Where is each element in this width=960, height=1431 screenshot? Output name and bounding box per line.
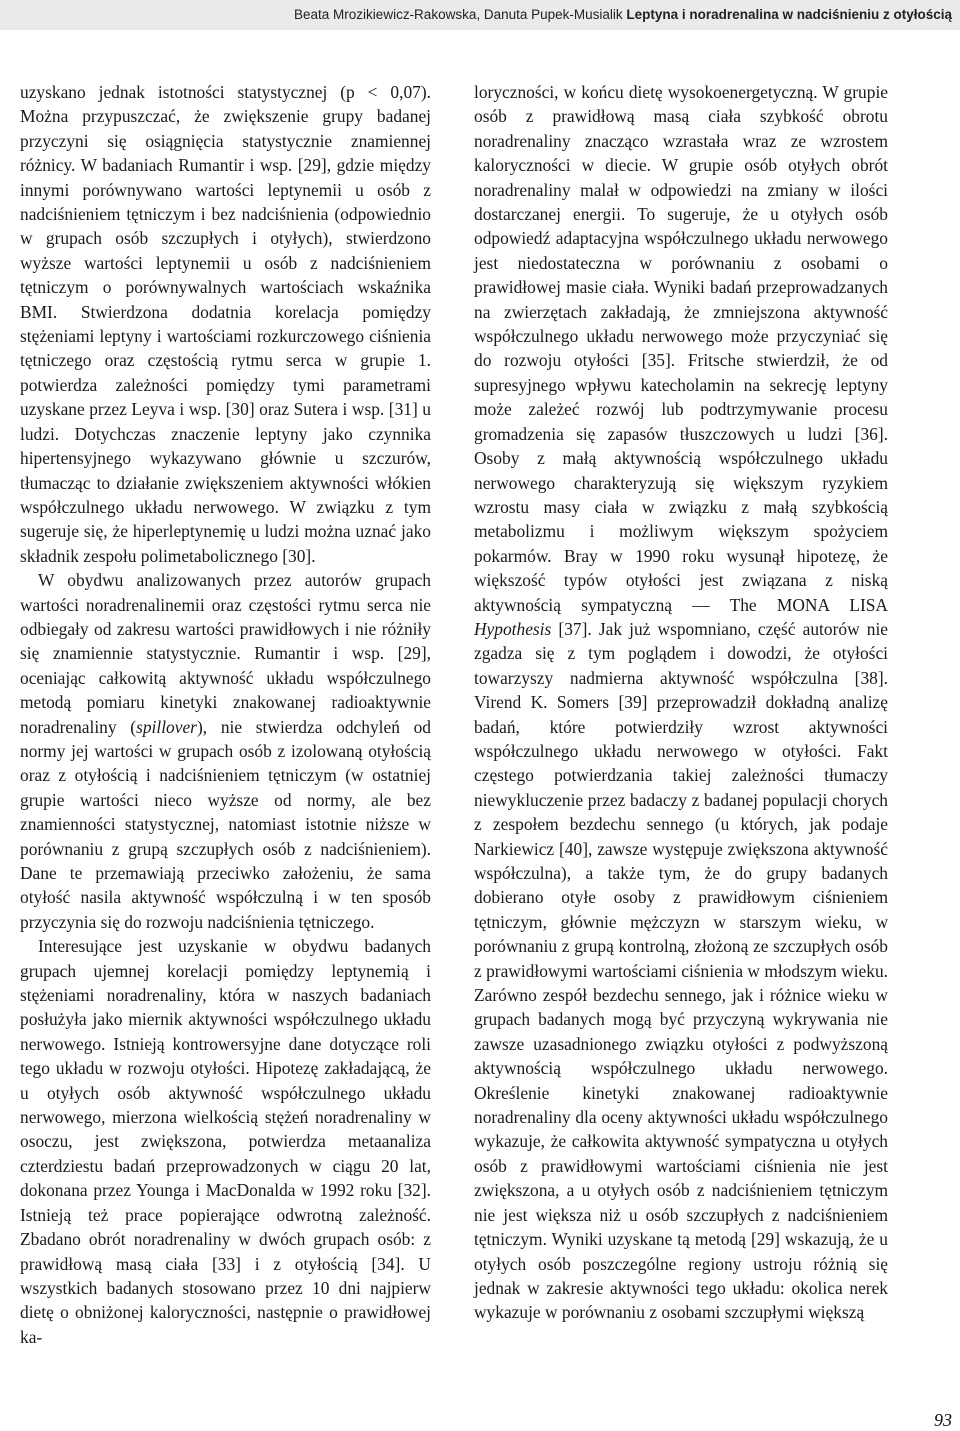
- left-paragraph-2-start: W obydwu analizowanych przez autorów grupach wartości noradrenalinemii oraz częstości rytmu serca nie odbiegały od zakresu wartości prawidłowych i nie różniły się znamiennie statystycznie. Rumantir i wsp. [29], oceniając całkowitą aktywność układu współczulnego metodą pomiaru kinetyki znakowanej radioaktywnie noradrenaliny (: [20, 570, 431, 737]
- left-paragraph-2-end: ), nie stwierdza odchyleń od normy jej wartości w grupach osób z izolowaną otyłością oraz z otyłością i nadciśnieniem tętniczym (w ostatniej grupie wartości nieco wyższe od normy, ale bez znamienności statystycznej, natomiast istotnie niższe w porównaniu z grupą szczupłych osób z nadciśnieniem). Dane te przemawiają przeciwko założeniu, że sama otyłość nasila aktywność współczulną i w ten sposób przyczynia się do rozwoju nadciśnienia tętniczego.: [20, 716, 431, 932]
- right-paragraph-1-start: loryczności, w końcu dietę wysokoenergetyczną. W grupie osób z prawidłową masą ciała szybkość obrotu noradrenaliny znacząco wzrastała wraz ze wzrostem kaloryczności w diecie. W grupie osób otyłych obrót noradrenaliny malał w odpowiedzi na zmiany w ilości dostarczanej energii. To sugeruje, że u otyłych osób odpowiedź adaptacyjna współczulnego układu nerwowego jest niedostateczna w porównaniu z osobami o prawidłowej masie ciała. Wyniki badań przeprowadzanych na zwierzętach zakładają, że zmniejszona aktywność współczulnego układu nerwowego może przyczyniać się do rozwoju otyłości [35]. Fritsche stwierdził, że od supresyjnego wpływu katecholamin na sekrecję leptyny może zależeć rozwój lub podtrzymywanie procesu gromadzenia się zapasów tłuszczowych u ludzi [36]. Osoby z małą aktywnością współczulnego układu nerwowego charakteryzują się większym ryzykiem wzrostu masy ciała w związku z małą szybkością metabolizmu i możliwym większym spożyciem pokarmów. Bray w 1990 roku wysunął hipotezę, że większość typów otyłości jest związana z niską aktywnością sympatyczną — The MONA LISA: [474, 82, 888, 615]
- running-head: [0, 0, 960, 30]
- left-column: [20, 80, 431, 1349]
- right-paragraph-1: [474, 80, 888, 1325]
- right-paragraph-1-end: [37]. Jak już wspomniano, część autorów nie zgadza się z tym poglądem i dowodzi, że otyłości towarzyszy nadmierna aktywność współczulna [38]. Virend K. Somers [39] przeprowadził dokładną analizę badań, które potwierdziły wzrost aktywności współczulnego układu nerwowego w otyłości. Fakt częstego potwierdzania takiej zależności tłumaczy niewykluczenie przez badaczy z badanej populacji chorych z zespołem bezdechu sennego (u których, jak podaje Narkiewicz [40], zawsze występuje zwiększona aktywność współczulna), a także tym, że do grupy badanych dobierano otyłe osoby z prawidłowym ciśnieniem tętniczym, głównie mężczyzn w starszym wieku, w porównaniu z grupą kontrolną, złożoną ze szczupłych osób z prawidłowymi wartościami ciśnienia w młodszym wieku. Zarówno zespół bezdechu sennego, jak i różnice wieku w grupach badanych mogą być przyczyną wykrywania nie zawsze uzasadnionego związku otyłości z podwyższoną aktywnością współczulnego układu nerwowego. Określenie kinetyki znakowanej radioaktywnie noradrenaliny dla oceny aktywności układu współczulnego wykazuje, że całkowita aktywność sympatyczna u otyłych osób z prawidłowymi wartościami ciśnienia nie jest zwiększona, a u otyłych osób z nadciśnieniem tętniczym nie jest większa niż u osób szczupłych z nadciśnieniem tętniczym. Wyniki uzyskane tą metodą [29] wskazują, że u otyłych osób poszczególne regiony ustroju różnią się jednak w zakresie aktywności tego układu: okolica nerek wykazuje w porównaniu z osobami szczupłymi większą: [474, 618, 888, 1323]
- running-head-title: Leptyna i noradrenalina w nadciśnieniu z otyłością: [626, 7, 952, 22]
- left-paragraph-2: [20, 568, 431, 934]
- spillover-term: spillover: [136, 716, 197, 737]
- page-number: 93: [934, 1410, 952, 1430]
- left-paragraph-1: uzyskano jednak istotności statystycznej (p < 0,07). Można przypuszczać, że zwiększenie grupy badanej przyczyni się osiągnięcia statystycznie znamiennej różnicy. W badaniach Rumantir i wsp. [29], gdzie między innymi porównywano wartości leptynemii u osób z nadciśnieniem tętniczym i bez nadciśnienia (odpowiednio w grupach osób szczupłych i otyłych), stwierdzono wyższe wartości leptynemii u osób z nadciśnieniem tętniczym o porównywalnych wartościach wskaźnika BMI. Stwierdzona dodatnia korelacja pomiędzy stężeniami leptyny i wartościami rozkurczowego ciśnienia tętniczego oraz częstością rytmu serca w grupie 1. potwierdza zależności pomiędzy tymi parametrami uzyskane przez Leyva i wsp. [30] oraz Sutera i wsp. [31] u ludzi. Dotychczas znaczenie leptyny jako czynnika hipertensyjnego wykazywano głównie u szczurów, tłumacząc to działanie zwiększeniem aktywności włókien współczulnego układu nerwowego. W związku z tym sugeruje się, że hiperleptynemię u ludzi można uznać jako składnik zespołu polimetabolicznego [30].: [20, 82, 431, 566]
- right-column: [474, 80, 888, 1325]
- hypothesis-term: Hypothesis: [474, 618, 552, 639]
- left-paragraph-3: Interesujące jest uzyskanie w obydwu badanych grupach ujemnej korelacji pomiędzy leptynemią i stężeniami noradrenaliny, która w naszych badaniach posłużyła jako miernik aktywności współczulnego układu nerwowego. Istnieją kontrowersyjne dane dotyczące roli tego układu w rozwoju otyłości. Hipotezę zakładającą, że u otyłych osób aktywność współczulnego układu nerwowego, mierzona wielkością stężeń noradrenaliny w osoczu, jest zwiększona, potwierdza metaanaliza czterdziestu badań przeprowadzonych w ciągu 20 lat, dokonana przez Younga i MacDonalda w 1992 roku [32]. Istnieją też prace popierające odwrotną zależność. Zbadano obrót noradrenaliny w dwóch grupach osób: z prawidłową masą ciała [33] i z otyłością [34]. U wszystkich badanych stosowano przez 10 dni najpierw dietę o obniżonej kaloryczności, następnie o prawidłowej ka-: [20, 936, 431, 1347]
- running-head-authors: Beata Mrozikiewicz-Rakowska, Danuta Pupek-Musialik: [294, 7, 623, 22]
